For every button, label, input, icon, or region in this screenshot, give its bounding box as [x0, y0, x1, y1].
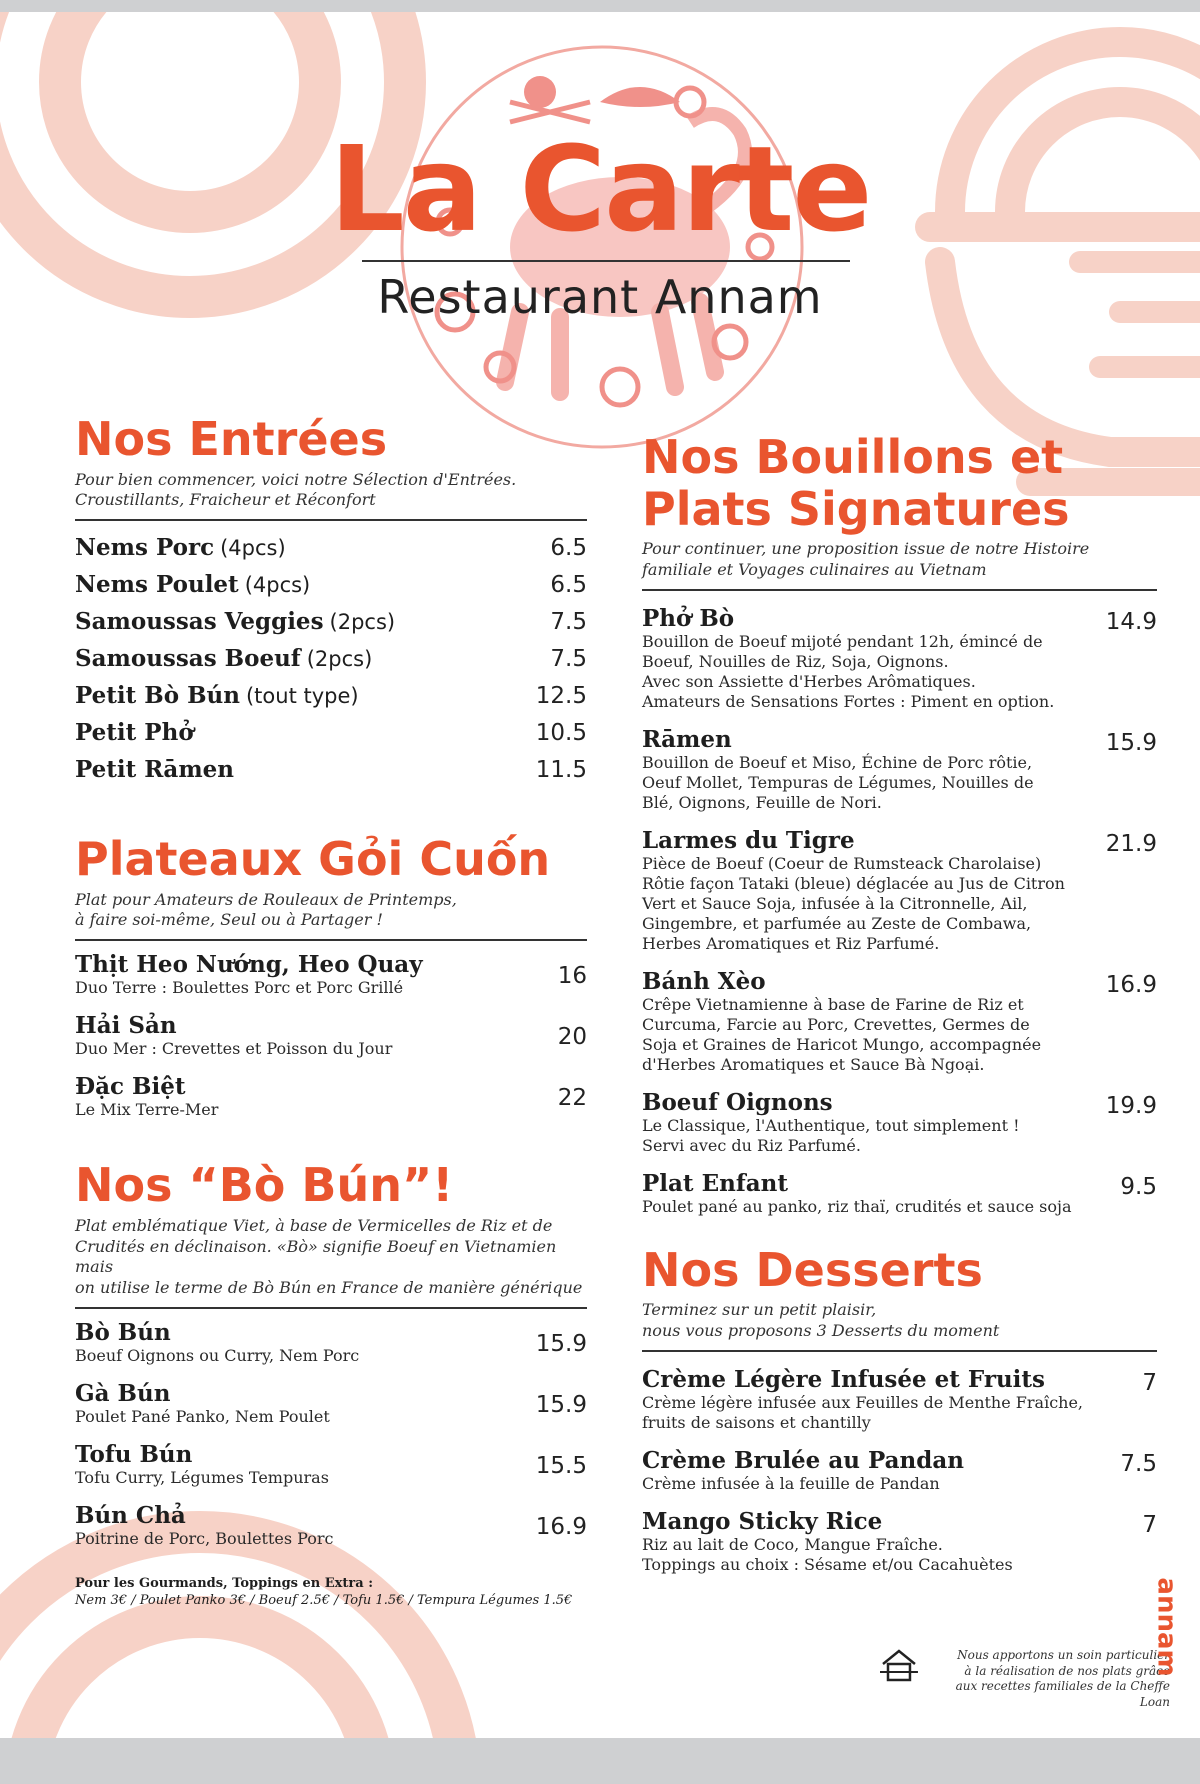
item-price: 11.5 — [535, 756, 587, 783]
item-price: 16.9 — [1105, 971, 1157, 998]
menu-item — [75, 1502, 587, 1549]
item-description-line: Servi avec du Riz Parfumé. — [642, 1135, 861, 1155]
toppings-title: Pour les Gourmands, Toppings en Extra : — [75, 1575, 374, 1591]
intro-line: Pour continuer, une proposition issue de notre Histoire — [642, 539, 1090, 559]
menu-item — [75, 677, 587, 714]
item-description-line: Crème infusée à la feuille de Pandan — [642, 1473, 940, 1493]
item-description-line: Crêpe Vietnamienne à base de Farine de Riz et — [642, 994, 1024, 1014]
item-description-line: d'Herbes Aromatiques et Sauce Bà Ngoại. — [642, 1054, 985, 1074]
menu-title: La Carte — [329, 120, 871, 258]
item-price: 7.5 — [1120, 1450, 1157, 1477]
item-description-line: Oeuf Mollet, Tempuras de Légumes, Nouilles de — [642, 772, 1034, 792]
item-name: Bún Chả — [75, 1501, 186, 1529]
section-title-line: Plats Signatures — [642, 481, 1070, 536]
item-quantity: (2pcs) — [306, 647, 373, 672]
section-intro — [75, 470, 587, 522]
section-bobun — [75, 1160, 587, 1610]
menu-page — [0, 12, 1200, 1738]
entrees-list — [75, 529, 587, 788]
item-price: 9.5 — [1120, 1173, 1157, 1200]
item-name: Bò Bún — [75, 1318, 171, 1346]
item-name: Thịt Heo Nướng, Heo Quay — [75, 951, 423, 979]
menu-item — [642, 827, 1157, 954]
item-price: 7.5 — [550, 608, 587, 635]
item-name: Mango Sticky Rice — [642, 1507, 883, 1535]
item-description-line: Poulet pané au panko, riz thaï, crudités et sauce soja — [642, 1196, 1072, 1216]
menu-item — [75, 1441, 587, 1488]
item-description-line: Bouillon de Boeuf et Miso, Échine de Porc rôtie, — [642, 752, 1033, 772]
title-divider — [362, 260, 850, 262]
menu-item — [642, 605, 1157, 712]
right-column — [642, 432, 1157, 1575]
item-name: Larmes du Tigre — [642, 826, 855, 854]
section-intro — [642, 539, 1157, 591]
deco-arc — [25, 1617, 375, 1738]
item-price: 6.5 — [550, 571, 587, 598]
menu-item — [75, 714, 587, 751]
menu-item — [642, 1089, 1157, 1156]
item-quantity: (tout type) — [245, 684, 359, 709]
intro-line: Plat emblématique Viet, à base de Vermicelles de Riz et de — [75, 1215, 553, 1235]
item-price: 12.5 — [535, 682, 587, 709]
intro-line: Crudités en déclinaison. «Bò» signifie Boeuf en Vietnamien mais — [75, 1236, 557, 1277]
intro-line: à faire soi-même, Seul ou à Partager ! — [75, 910, 383, 930]
item-name: Samoussas Veggies — [75, 608, 324, 636]
intro-line: Pour bien commencer, voici notre Sélection d'Entrées. — [75, 469, 517, 489]
noodle-bowl-icon — [930, 42, 1200, 482]
item-description-line: Curcuma, Farcie au Porc, Crevettes, Germes de — [642, 1014, 1030, 1034]
item-name: Đặc Biệt — [75, 1073, 186, 1101]
menu-item — [642, 968, 1157, 1075]
item-description-line: Herbes Aromatiques et Riz Parfumé. — [642, 933, 940, 953]
menu-item — [75, 529, 587, 566]
item-name: Petit Bò Bún — [75, 682, 240, 710]
item-name: Nems Porc — [75, 534, 215, 562]
left-column — [75, 414, 587, 1610]
item-price: 16 — [557, 963, 587, 990]
item-description-line: Amateurs de Sensations Fortes : Piment en option. — [642, 691, 1055, 711]
section-title: Nos Entrées — [75, 412, 388, 466]
item-description-line: Bouillon de Boeuf mijoté pendant 12h, émincé de — [642, 631, 1043, 651]
item-description: Boeuf Oignons ou Curry, Nem Porc — [75, 1345, 360, 1365]
item-price: 15.9 — [535, 1330, 587, 1357]
menu-item — [642, 1447, 1157, 1494]
item-description-line: Riz au lait de Coco, Mangue Fraîche. — [642, 1534, 943, 1554]
item-description-line: Le Classique, l'Authentique, tout simplement ! — [642, 1115, 1020, 1135]
item-description-line: Crème légère infusée aux Feuilles de Menthe Fraîche, — [642, 1392, 1084, 1412]
item-quantity: (4pcs) — [244, 573, 311, 598]
item-price: 15.9 — [535, 1391, 587, 1418]
section-intro — [75, 1216, 587, 1309]
item-price: 19.9 — [1105, 1092, 1157, 1119]
item-name: Crème Légère Infusée et Fruits — [642, 1365, 1045, 1393]
item-description-line: Soja et Graines de Haricot Mungo, accompagnée — [642, 1034, 1042, 1054]
menu-item — [642, 1508, 1157, 1575]
item-name: Petit Phở — [75, 719, 194, 747]
section-title-line: Nos Bouillons et — [642, 430, 1064, 484]
section-title: Nos “Bò Bún”! — [75, 1158, 454, 1213]
section-intro — [642, 1300, 1157, 1352]
item-price: 7 — [1142, 1369, 1157, 1396]
item-price: 20 — [557, 1024, 587, 1051]
item-name: Rāmen — [642, 725, 732, 753]
care-note-line: à la réalisation de nos plats grâce — [964, 1663, 1170, 1678]
care-note-line: aux recettes familiales de la Cheffe Loan — [955, 1679, 1170, 1709]
item-name: Bánh Xèo — [642, 967, 766, 995]
section-title: Plateaux Gỏi Cuốn — [75, 832, 551, 887]
menu-item — [75, 1380, 587, 1427]
intro-line: Terminez sur un petit plaisir, — [642, 1300, 877, 1320]
item-description-line: Boeuf, Nouilles de Riz, Soja, Oignons. — [642, 651, 949, 671]
item-description-line: Avec son Assiette d'Herbes Arômatiques. — [642, 671, 976, 691]
annam-logo — [1146, 1552, 1186, 1702]
item-quantity: (4pcs) — [220, 536, 286, 561]
item-description: Duo Terre : Boulettes Porc et Porc Grillé — [75, 978, 404, 998]
bouillons-list — [642, 605, 1157, 1217]
item-description-line: Pièce de Boeuf (Coeur de Rumsteack Charolaise) — [642, 853, 1042, 873]
item-price: 7.5 — [550, 645, 587, 672]
desserts-list — [642, 1366, 1157, 1575]
toppings-note — [75, 1575, 587, 1610]
item-price: 14.9 — [1105, 608, 1157, 635]
intro-line: familiale et Voyages culinaires au Vietnam — [642, 559, 987, 579]
care-note-line: Nous apportons un soin particulier — [957, 1648, 1170, 1662]
item-name: Gà Bún — [75, 1379, 171, 1407]
item-description: Tofu Curry, Légumes Tempuras — [75, 1467, 329, 1487]
item-price: 16.9 — [535, 1513, 587, 1540]
menu-item — [75, 1012, 587, 1059]
item-description: Poitrine de Porc, Boulettes Porc — [75, 1528, 334, 1548]
section-title — [642, 432, 1157, 535]
section-intro — [75, 890, 587, 942]
item-name: Hải Sản — [75, 1012, 177, 1040]
item-description-line: Rôtie façon Tataki (bleue) déglacée au Jus de Citron — [642, 873, 1065, 893]
section-desserts — [642, 1242, 1157, 1575]
item-price: 15.5 — [535, 1452, 587, 1479]
brand-wordmark: annam — [1151, 1577, 1182, 1677]
item-price: 6.5 — [550, 534, 587, 561]
intro-line: Plat pour Amateurs de Rouleaux de Printemps, — [75, 889, 457, 909]
item-price: 15.9 — [1105, 729, 1157, 756]
menu-item — [75, 640, 587, 677]
item-price: 7 — [1142, 1511, 1157, 1538]
menu-item — [75, 1319, 587, 1366]
item-name: Phở Bò — [642, 604, 735, 632]
item-description-line: Gingembre, et parfumée au Zeste de Combawa, — [642, 913, 1032, 933]
item-price: 22 — [557, 1085, 587, 1112]
menu-item — [642, 1366, 1157, 1433]
intro-line: on utilise le terme de Bò Bún en France de manière générique — [75, 1278, 583, 1298]
menu-item — [75, 951, 587, 998]
house-icon — [880, 1648, 918, 1684]
menu-item — [75, 603, 587, 640]
item-description-line: fruits de saisons et chantilly — [642, 1412, 871, 1432]
item-name: Nems Poulet — [75, 571, 239, 599]
menu-item — [642, 726, 1157, 813]
item-description: Le Mix Terre-Mer — [75, 1100, 219, 1120]
item-description-line: Toppings au choix : Sésame et/ou Cacahuètes — [642, 1554, 1013, 1574]
care-note — [880, 1648, 1170, 1710]
item-description: Poulet Pané Panko, Nem Poulet — [75, 1406, 330, 1426]
section-plateaux — [75, 834, 587, 1120]
intro-line: nous vous proposons 3 Desserts du moment — [642, 1320, 1000, 1340]
item-price: 10.5 — [535, 719, 587, 746]
item-description: Duo Mer : Crevettes et Poisson du Jour — [75, 1039, 393, 1059]
item-description-line: Vert et Sauce Soja, infusée à la Citronnelle, Ail, — [642, 893, 1028, 913]
section-bouillons — [642, 432, 1157, 1217]
item-name: Crème Brulée au Pandan — [642, 1446, 964, 1474]
menu-item — [75, 751, 587, 788]
item-description-line: Blé, Oignons, Feuille de Nori. — [642, 792, 882, 812]
item-name: Tofu Bún — [75, 1440, 193, 1468]
item-name: Petit Rāmen — [75, 756, 235, 784]
menu-item — [642, 1170, 1157, 1217]
item-price: 21.9 — [1105, 830, 1157, 857]
menu-item — [75, 1073, 587, 1120]
section-entrees — [75, 414, 587, 788]
section-title: Nos Desserts — [642, 1242, 983, 1297]
intro-line: Croustillants, Fraicheur et Réconfort — [75, 490, 376, 510]
restaurant-name: Restaurant Annam — [377, 270, 823, 324]
item-name: Boeuf Oignons — [642, 1088, 833, 1116]
toppings-list: Nem 3€ / Poulet Panko 3€ / Boeuf 2.5€ / Tofu 1.5€ / Tempura Légumes 1.5€ — [75, 1593, 573, 1609]
item-name: Samoussas Boeuf — [75, 645, 301, 673]
item-quantity: (2pcs) — [329, 610, 396, 635]
menu-item — [75, 566, 587, 603]
item-name: Plat Enfant — [642, 1169, 788, 1197]
